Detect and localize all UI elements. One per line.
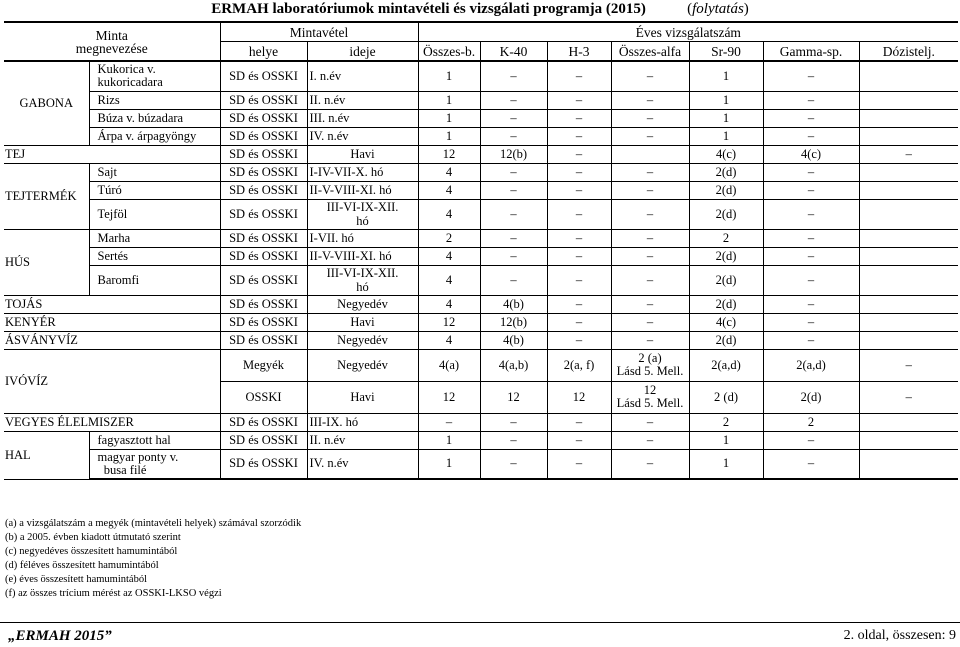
sub-label: Túró xyxy=(89,181,220,199)
cell-value: 4(a,b) xyxy=(480,349,547,381)
cell-place: SD és OSSKI xyxy=(220,181,307,199)
table-row xyxy=(4,349,958,381)
cell-value: 4 xyxy=(418,331,480,349)
cell-value: – xyxy=(547,127,611,145)
table-row xyxy=(4,109,958,127)
cell-value: – xyxy=(859,145,958,163)
cell-value: 1 xyxy=(689,61,763,91)
footnote: (b) a 2005. évben kiadott útmutató szerint xyxy=(5,532,181,544)
cell-value: 2(a, f) xyxy=(547,349,611,381)
group-label: TOJÁS xyxy=(4,295,220,313)
cell-value: – xyxy=(763,127,859,145)
sub-label: Baromfi xyxy=(89,265,220,295)
cell-value: 1 xyxy=(689,127,763,145)
cell-time: Negyedév xyxy=(307,295,418,313)
group-label: HÚS xyxy=(4,229,89,295)
cell-time: II. n.év xyxy=(307,91,418,109)
cell-value: 2(a,d) xyxy=(763,349,859,381)
table-row xyxy=(4,181,958,199)
cell-value: 2(d) xyxy=(689,295,763,313)
col-sample: Minta megnevezése xyxy=(4,22,220,61)
cell-value: – xyxy=(611,61,689,91)
cell-value: – xyxy=(547,109,611,127)
cell-place: SD és OSSKI xyxy=(220,127,307,145)
cell-value: – xyxy=(763,331,859,349)
sub-label: Kukorica v. kukoricadara xyxy=(89,61,220,91)
sub-label: Tejföl xyxy=(89,199,220,229)
cell-place: SD és OSSKI xyxy=(220,109,307,127)
cell-value: 1 xyxy=(418,91,480,109)
cell-value: – xyxy=(418,413,480,431)
cell-value: 1 xyxy=(689,431,763,449)
sub-label: Rizs xyxy=(89,91,220,109)
cell-time: II-V-VIII-XI. hó xyxy=(307,247,418,265)
cell-value: – xyxy=(480,61,547,91)
sub-label: Sertés xyxy=(89,247,220,265)
cell-value: 4(c) xyxy=(689,145,763,163)
cell-place: SD és OSSKI xyxy=(220,265,307,295)
table-row xyxy=(4,127,958,145)
group-label: VEGYES ÉLELMISZER xyxy=(4,413,220,431)
cell-value: – xyxy=(763,295,859,313)
group-label: TEJTERMÉK xyxy=(4,163,89,229)
cell-value: – xyxy=(611,449,689,479)
table-row xyxy=(4,431,958,449)
footnote: (c) negyedéves összesített hamumintából xyxy=(5,546,178,558)
cell-value: – xyxy=(611,313,689,331)
cell-time: Negyedév xyxy=(307,331,418,349)
cell-value: 12 xyxy=(480,381,547,413)
cell-value: – xyxy=(611,109,689,127)
cell-value: – xyxy=(763,181,859,199)
col-h3: H-3 xyxy=(547,42,611,62)
cell-value xyxy=(859,331,958,349)
table-row xyxy=(4,163,958,181)
cell-value: – xyxy=(480,449,547,479)
cell-time: Havi xyxy=(307,313,418,331)
sub-label: Sajt xyxy=(89,163,220,181)
col-annual: Éves vizsgálatszám xyxy=(418,22,958,42)
cell-value: 4 xyxy=(418,163,480,181)
col-total-alfa: Összes-alfa xyxy=(611,42,689,62)
cell-value: – xyxy=(547,163,611,181)
sub-label: Marha xyxy=(89,229,220,247)
cell-value: – xyxy=(611,91,689,109)
cell-place: SD és OSSKI xyxy=(220,413,307,431)
cell-value: 4(a) xyxy=(418,349,480,381)
cell-value: 4(c) xyxy=(689,313,763,331)
cell-time: III-VI-IX-XII. hó xyxy=(307,199,418,229)
cell-value: 2 (a) Lásd 5. Mell. xyxy=(611,349,689,381)
cell-value xyxy=(859,91,958,109)
footnote: (d) féléves összesített hamumintából xyxy=(5,560,159,572)
cell-value: – xyxy=(859,381,958,413)
cell-value: – xyxy=(859,349,958,381)
cell-value xyxy=(859,229,958,247)
cell-value: – xyxy=(547,449,611,479)
cell-value: 1 xyxy=(418,109,480,127)
group-label: KENYÉR xyxy=(4,313,220,331)
cell-value: 12(b) xyxy=(480,313,547,331)
cell-value: – xyxy=(547,431,611,449)
cell-value xyxy=(611,145,689,163)
cell-value: – xyxy=(547,61,611,91)
cell-value xyxy=(859,109,958,127)
cell-value: – xyxy=(763,91,859,109)
cell-place: SD és OSSKI xyxy=(220,431,307,449)
table-row xyxy=(4,91,958,109)
table-row xyxy=(4,313,958,331)
cell-value: 2 xyxy=(763,413,859,431)
cell-time: III. n.év xyxy=(307,109,418,127)
cell-place: SD és OSSKI xyxy=(220,295,307,313)
cell-value xyxy=(859,61,958,91)
cell-value: – xyxy=(763,313,859,331)
cell-value: – xyxy=(763,163,859,181)
cell-value: 4(c) xyxy=(763,145,859,163)
table-row xyxy=(4,295,958,313)
page-title xyxy=(0,1,960,18)
cell-value: 2 xyxy=(418,229,480,247)
cell-value: – xyxy=(611,431,689,449)
cell-value xyxy=(859,449,958,479)
cell-value: – xyxy=(763,247,859,265)
cell-place: SD és OSSKI xyxy=(220,61,307,91)
sampling-table xyxy=(4,21,958,480)
cell-value: – xyxy=(763,449,859,479)
col-place: helye xyxy=(220,42,307,62)
sub-label: magyar ponty v. busa filé xyxy=(89,449,220,479)
footer-divider xyxy=(0,622,960,623)
footnotes xyxy=(5,517,301,602)
cell-value: – xyxy=(480,413,547,431)
table-row xyxy=(4,229,958,247)
cell-value: 1 xyxy=(418,61,480,91)
cell-value: 2 xyxy=(689,413,763,431)
cell-time: I-VII. hó xyxy=(307,229,418,247)
cell-value: – xyxy=(547,181,611,199)
cell-value xyxy=(859,199,958,229)
table-row xyxy=(4,265,958,295)
cell-time: III-VI-IX-XII. hó xyxy=(307,265,418,295)
cell-value: – xyxy=(547,295,611,313)
group-label: ÁSVÁNYVÍZ xyxy=(4,331,220,349)
cell-value: – xyxy=(480,91,547,109)
cell-value: – xyxy=(547,229,611,247)
group-label: TEJ xyxy=(4,145,220,163)
cell-value: – xyxy=(480,265,547,295)
cell-value: – xyxy=(611,265,689,295)
table-row xyxy=(4,449,958,479)
table-row xyxy=(4,61,958,91)
group-label: GABONA xyxy=(4,61,89,145)
cell-value: – xyxy=(611,199,689,229)
cell-time: I-IV-VII-X. hó xyxy=(307,163,418,181)
cell-value: – xyxy=(611,413,689,431)
sub-label: Búza v. búzadara xyxy=(89,109,220,127)
cell-place: SD és OSSKI xyxy=(220,145,307,163)
cell-value: – xyxy=(763,199,859,229)
cell-value: 2(d) xyxy=(689,181,763,199)
cell-value: 4 xyxy=(418,181,480,199)
cell-value: 2(d) xyxy=(763,381,859,413)
cell-value xyxy=(859,295,958,313)
cell-place: OSSKI xyxy=(220,381,307,413)
col-total-b: Összes-b. xyxy=(418,42,480,62)
cell-time: IV. n.év xyxy=(307,127,418,145)
cell-value: 12 xyxy=(418,313,480,331)
cell-value: – xyxy=(547,413,611,431)
cell-value: – xyxy=(547,331,611,349)
cell-value: – xyxy=(480,181,547,199)
cell-value: 12(b) xyxy=(480,145,547,163)
cell-value: – xyxy=(480,247,547,265)
table-row xyxy=(4,247,958,265)
cell-value: – xyxy=(547,265,611,295)
cell-value: 2(d) xyxy=(689,331,763,349)
cell-value: – xyxy=(480,199,547,229)
title-text: ERMAH laboratóriumok mintavételi és vizsgálati programja (2015) xyxy=(211,1,646,17)
cell-value xyxy=(859,127,958,145)
cell-time: II. n.év xyxy=(307,431,418,449)
cell-value: 1 xyxy=(689,91,763,109)
cell-value: 2 xyxy=(689,229,763,247)
col-gamma: Gamma-sp. xyxy=(763,42,859,62)
table-row xyxy=(4,331,958,349)
footnote: (e) éves összesített hamumintából xyxy=(5,574,148,586)
cell-place: SD és OSSKI xyxy=(220,313,307,331)
sub-label: fagyasztott hal xyxy=(89,431,220,449)
cell-value: – xyxy=(547,247,611,265)
cell-value: 1 xyxy=(689,109,763,127)
col-sr90: Sr-90 xyxy=(689,42,763,62)
cell-value: – xyxy=(763,61,859,91)
cell-value xyxy=(859,163,958,181)
cell-value: – xyxy=(763,229,859,247)
cell-time: Negyedév xyxy=(307,349,418,381)
cell-time: Havi xyxy=(307,145,418,163)
cell-value: – xyxy=(611,181,689,199)
cell-value: – xyxy=(480,109,547,127)
cell-value xyxy=(859,413,958,431)
cell-value xyxy=(859,247,958,265)
cell-value: 1 xyxy=(689,449,763,479)
table-row xyxy=(4,413,958,431)
cell-value: – xyxy=(611,229,689,247)
cell-value: 12 xyxy=(418,145,480,163)
cell-value: 2(d) xyxy=(689,199,763,229)
cell-place: SD és OSSKI xyxy=(220,247,307,265)
cell-time: Havi xyxy=(307,381,418,413)
cell-value: 4 xyxy=(418,247,480,265)
cell-value: 12 xyxy=(418,381,480,413)
cell-value: 1 xyxy=(418,449,480,479)
cell-value: – xyxy=(547,145,611,163)
cell-place: SD és OSSKI xyxy=(220,331,307,349)
col-time: ideje xyxy=(307,42,418,62)
cell-value: 1 xyxy=(418,431,480,449)
cell-time: IV. n.év xyxy=(307,449,418,479)
footnote: (a) a vizsgálatszám a megyék (mintavételi helyek) számával szorzódik xyxy=(5,518,302,529)
cell-value: 2(a,d) xyxy=(689,349,763,381)
cell-value xyxy=(859,431,958,449)
footer-left: „ERMAH 2015” xyxy=(8,628,112,644)
cell-value: – xyxy=(547,199,611,229)
title-continued: (folytatás) xyxy=(687,1,749,17)
cell-place: SD és OSSKI xyxy=(220,163,307,181)
col-sampling: Mintavétel xyxy=(220,22,418,42)
cell-value: – xyxy=(611,331,689,349)
table-row xyxy=(4,199,958,229)
cell-place: SD és OSSKI xyxy=(220,91,307,109)
cell-place: SD és OSSKI xyxy=(220,449,307,479)
cell-value: 4 xyxy=(418,265,480,295)
cell-time: III-IX. hó xyxy=(307,413,418,431)
cell-value: 4 xyxy=(418,199,480,229)
cell-value: 4(b) xyxy=(480,295,547,313)
cell-value: – xyxy=(611,127,689,145)
table-row xyxy=(4,145,958,163)
cell-place: SD és OSSKI xyxy=(220,229,307,247)
group-label: HAL xyxy=(4,431,89,479)
cell-value: – xyxy=(763,265,859,295)
cell-value: 2(d) xyxy=(689,247,763,265)
cell-value: 4(b) xyxy=(480,331,547,349)
cell-value: – xyxy=(611,295,689,313)
cell-value: – xyxy=(547,313,611,331)
footnote: (f) az összes trícium mérést az OSSKI-LKSO végzi xyxy=(5,588,222,600)
cell-value: – xyxy=(547,91,611,109)
cell-value: – xyxy=(480,163,547,181)
cell-time: II-V-VIII-XI. hó xyxy=(307,181,418,199)
cell-value: 2(d) xyxy=(689,163,763,181)
col-dozis: Dózistelj. xyxy=(859,42,958,62)
cell-value: 2 (d) xyxy=(689,381,763,413)
cell-value: – xyxy=(480,229,547,247)
cell-time: I. n.év xyxy=(307,61,418,91)
cell-value: 4 xyxy=(418,295,480,313)
cell-value xyxy=(859,265,958,295)
cell-value xyxy=(859,313,958,331)
cell-value: 1 xyxy=(418,127,480,145)
cell-value: 12 Lásd 5. Mell. xyxy=(611,381,689,413)
sub-label: Árpa v. árpagyöngy xyxy=(89,127,220,145)
cell-value: – xyxy=(611,247,689,265)
cell-value: – xyxy=(480,127,547,145)
cell-value: 2(d) xyxy=(689,265,763,295)
group-label: IVÓVÍZ xyxy=(4,349,220,413)
cell-value: 12 xyxy=(547,381,611,413)
cell-place: Megyék xyxy=(220,349,307,381)
col-k40: K-40 xyxy=(480,42,547,62)
cell-value: – xyxy=(480,431,547,449)
cell-place: SD és OSSKI xyxy=(220,199,307,229)
cell-value: – xyxy=(763,431,859,449)
cell-value: – xyxy=(611,163,689,181)
page-number: 2. oldal, összesen: 9 xyxy=(843,628,956,643)
cell-value xyxy=(859,181,958,199)
cell-value: – xyxy=(763,109,859,127)
